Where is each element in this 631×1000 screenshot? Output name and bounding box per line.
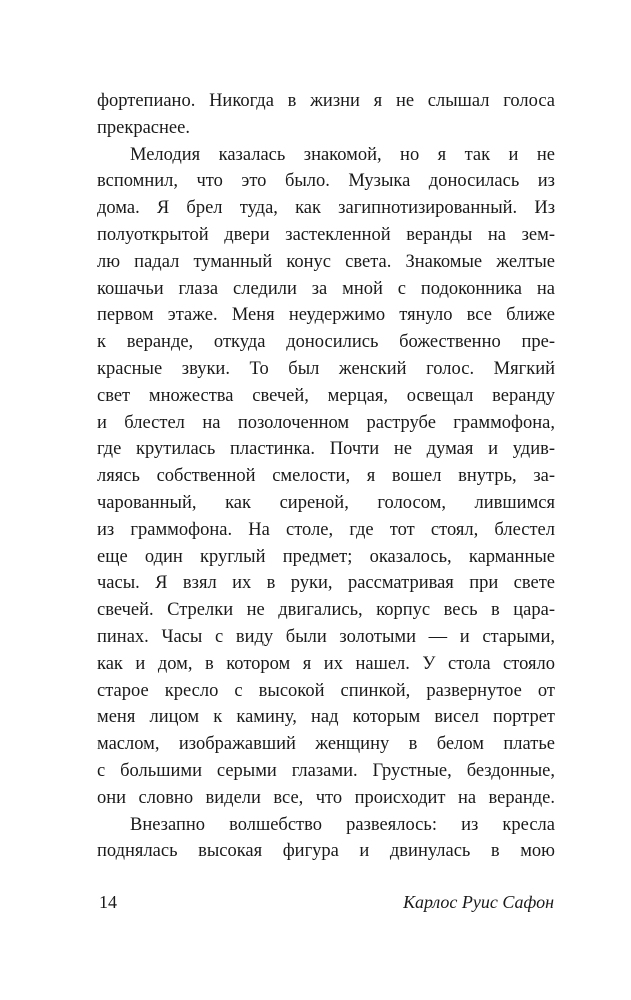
text-line: с большими серыми глазами. Грустные, бездонные, [97,760,555,781]
text-line: чарованный, как сиреной, голосом, лившимся [97,492,555,513]
text-line: Внезапно волшебство развеялось: из кресла [130,814,555,835]
text-line: свет множества свечей, мерцая, освещал веранду [97,385,555,406]
text-line: вспомнил, что это было. Музыка доносилась из [97,171,555,192]
text-line: они словно видели все, что происходит на веранде. [97,787,555,808]
text-line: поднялась высокая фигура и двинулась в мою [97,841,555,862]
text-line: пинах. Часы с виду были золотыми — и старыми, [97,626,555,647]
text-line: меня лицом к камину, над которым висел портрет [97,707,555,728]
text-line: фортепиано. Никогда в жизни я не слышал голоса [97,91,555,111]
text-line: лю падал туманный конус света. Знакомые желтые [97,251,555,272]
text-line: кошачьи глаза следили за мной с подоконника на [97,278,555,299]
text-line: из граммофона. На столе, где тот стоял, блестел [97,519,555,540]
text-line: Мелодия казалась знакомой, но я так и не [130,144,555,165]
paragraph [97,88,555,142]
text-line: дома. Я брел туда, как загипнотизированный. Из [97,198,555,219]
page-number: 14 [99,892,117,912]
text-line: еще один круглый предмет; оказалось, карманные [97,546,555,567]
text-line: как и дом, в котором я их нашел. У стола стояло [97,653,555,674]
text-line: и блестел на позолоченном раструбе граммофона, [97,412,555,433]
body-text [97,88,555,865]
text-line: ляясь собственной смелости, я вошел внутрь, за- [97,466,555,487]
text-line: часы. Я взял их в руки, рассматривая при свете [97,573,555,594]
text-line: прекраснее. [97,117,190,138]
text-line: старое кресло с высокой спинкой, развернутое от [97,680,555,701]
text-line: маслом, изображавший женщину в белом платье [97,734,555,755]
text-line: где крутилась пластинка. Почти не думая и удив- [97,439,555,460]
page-footer [97,890,555,914]
running-header-author: Карлос Руис Сафон [403,892,554,912]
text-line: свечей. Стрелки не двигались, корпус весь в цара- [97,600,555,621]
text-line: полуоткрытой двери застекленной веранды на зем- [97,224,555,245]
text-line: красные звуки. То был женский голос. Мягкий [97,358,555,379]
paragraph [97,142,555,812]
text-line: к веранде, откуда доносились божественно пре- [97,332,555,353]
text-line: первом этаже. Меня неудержимо тянуло все ближе [97,305,555,326]
paragraph [97,812,555,866]
